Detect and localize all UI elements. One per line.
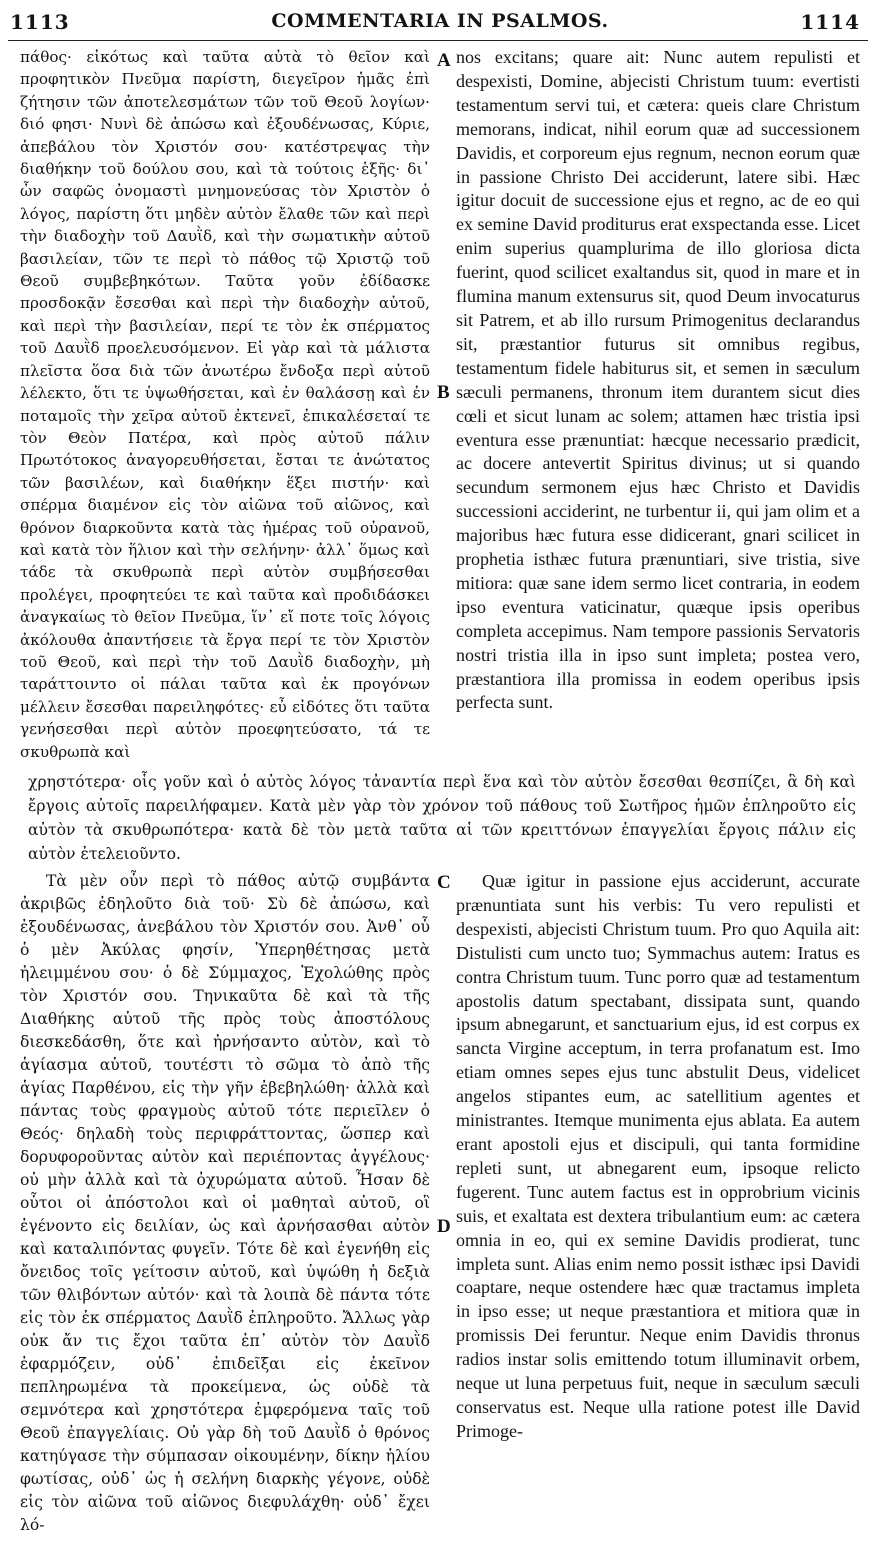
greek-column-bottom <box>20 870 430 1552</box>
latin-text-top: nos excitans; quare ait: Nunc autem repulisti et despexisti, Domine, abjecisti Christum tuum: evertisti testamentum servi tui, et cætera: queis clare Christum memorans, indicat, nihil eorum quæ ad successionem Davidis, et corporeum ejus regnum, necnon eorum quæ in passione Christo Dei acciderunt, latere sibi. Hæc igitur docuit de successione ejus et regno, ac de eo qui ex semine David proditurus erat exspectanda esse. Licet enim superius quamplurima de illo gloriosa dicta fuerint, quod scilicet exaltandus sit, quod in mare et in flumina manum extensurus sit, quod Deum invocaturus sit Patrem, et ab illo rursum Primogenitus declarandus sit, præstantior futurus sit omnibus regibus, testamentum fidele habiturus sit, et semen in sæculum sæculi permanens, thronum item durantem sicut dies cœli et sicut lunam ac solem; attamen hæc tristia ipsi eventura esse prænuntiat: hæcque necessario prædicit, ac docere antevertit Spiritus divinus; ut si quando secundum sermonem ejus hæc Christo et Davidis successioni acciderint, ne turbentur ii, qui jam olim et a majoribus hæc futura esse didicerant, gnari scilicet in prophetia isthæc futura prænuntiari, sive tristia, sive mitiora: quæ sane idem sermo licet contraria, in eodem ipso eventura vaticinatur, quæque ipsis operibus completa accepimus. Nam tempore passionis Servatoris nostri tristia illa in ipso sunt impleta; postea vero, præstantiora illa promissa in eodem operibus ipsis perfecta sunt. <box>456 47 860 713</box>
margin-marker-c: C <box>437 872 451 893</box>
latin-text-bottom: Quæ igitur in passione ejus acciderunt, accurate prænuntiata sunt his verbis: Tu vero repulisti et despexisti, abjecisti Christum tuum. Pro quo Aquila ait: Distulisti cum uncto tuo; Symmachus autem: Iratus es contra Christum tuum. Tunc porro quæ ad testamentum apostolis datum spectabant, dissipata sunt, quando ipsum abnegarunt, et sanctuarium ejus, id est corpus ex sancta Virgine acceptum, in terra profanatum est. Imo etiam omnes sepes ejus tunc abstulit Deus, videlicet angelos stipantes eum, ac satellitium agentes et ministrantes. Itemque munimenta ejus ablata. Ea autem erant apostoli ejus et discipuli, qui tanta formidine repleti sunt, ut abnegarent eum, ipsoque relicto fugerent. Tunc autem factus est in opprobrium vicinis suis, et exaltata est dextera tribulantium eum: ac cætera omnia in eo, qui ex semine Davidis prodierat, tunc impleta sunt. Alias enim nemo possit isthæc ipsi Davidi coaptare, neque ostendere hæc quæ tractamus impleta in ipso esse; ut neque præstantiora et mitiora quæ in promissis Dei feruntur. Neque enim Davidis thronus radios instar solis emittendo totum illuminavit orbem, neque ut luna perpetuus fuit, neque in sæculum sæculi conservatus est. Neque ulla ratione potest ille David Primoge- <box>456 871 860 1441</box>
latin-column-top <box>456 46 860 766</box>
right-page-number: 1114 <box>800 10 860 34</box>
margin-marker-a: A <box>437 50 451 71</box>
running-title: COMMENTARIA IN PSALMOS. <box>271 10 609 32</box>
full-width-greek-paragraph <box>28 770 856 866</box>
greek-text-bottom: Τὰ μὲν οὖν περὶ τὸ πάθος αὐτῷ συμβάντα ἀκριβῶς ἐδηλοῦτο διὰ τοῦ· Σὺ δὲ ἀπώσω, καὶ ἐξουδένωσας, ἀνεβάλου τὸν Χριστόν σου. Ἀνθ᾽ οὗ ὁ μὲν Ἀκύλας φησίν, Ὑπερηθέτησας μετὰ ἠλειμμένου σου· ὁ δὲ Σύμμαχος, Ἐχολώθης πρὸς τὸν Χριστόν σου. Τηνικαῦτα δὲ καὶ τὰ τῆς Διαθήκης αὐτοῦ τῆς πρὸς τοὺς ἀποστόλους διεσκεδάσθη, ὅτε καὶ ἠρνήσαντο αὐτὸν, καὶ τὸ ἁγίασμα αὐτοῦ, τουτέστι τὸ σῶμα τὸ ἀπὸ τῆς ἁγίας Παρθένου, εἰς τὴν γῆν ἐβεβηλώθη· ἀλλὰ καὶ πάντας τοὺς φραγμοὺς αὐτοῦ τότε περιεῖλεν ὁ Θεός· δηλαδὴ τοὺς περιφράττοντας, ὥσπερ καὶ δορυφοροῦντας αὐτὸν καὶ περιέποντας ἀγγέλους· οὐ μὴν ἀλλὰ καὶ τὰ ὀχυρώματα αὐτοῦ. Ἦσαν δὲ οὗτοι οἱ ἀπόστολοι καὶ οἱ μαθηταὶ αὐτοῦ, οἳ ἐγένοντο εἰς δειλίαν, ὡς καὶ ἀρνήσασθαι αὐτὸν καὶ καταλιπόντας φυγεῖν. Τότε δὲ καὶ ἐγενήθη εἰς ὄνειδος τοῖς γείτοσιν αὐτοῦ, καὶ ὑψώθη ἡ δεξιὰ τῶν θλιβόντων αὐτόν· καὶ τὰ λοιπὰ δὲ πάντα τότε εἰς τὸν ἐκ σπέρματος Δαυῒδ ἐπληροῦτο. Ἄλλως γὰρ οὐκ ἄν τις ἔχοι ταῦτα ἐπ᾽ αὐτὸν τὸν Δαυῒδ ἐφαρμόζειν, οὐδ᾽ ἐπιδεῖξαι εἰς ἐκεῖνον πεπληρωμένα τὰ προκείμενα, ὡς οὐδὲ τὰ σεμνότερα καὶ χρηστότερα ἐμφερόμενα ταῖς τοῦ Θεοῦ ἐπαγγελίαις. Οὐ γὰρ δὴ τοῦ Δαυῒδ ὁ θρόνος κατηύγασε τὴν σύμπασαν οἰκουμένην, δίκην ἡλίου φωτίσας, οὐδ᾽ ὡς ἡ σελήνη διαρκὴς γέγονε, οὐδὲ εἰς τὸν αἰῶνα τοῦ αἰῶνος διεφυλάχθη· οὐδ᾽ ἔχει λό- <box>20 872 430 1534</box>
full-width-greek-text: χρηστότερα· οἷς γοῦν καὶ ὁ αὐτὸς λόγος τἀναντία περὶ ἕνα καὶ τὸν αὐτὸν ἔσεσθαι θεσπίζει, ἃ δὴ καὶ ἔργοις αὐτοῖς παρειλήφαμεν. Κατὰ μὲν γὰρ τὸν χρόνον τοῦ πάθους τοῦ Σωτῆρος ἡμῶν ἐπληροῦτο εἰς αὐτὸν τὰ σκυθρωπότερα· κατὰ δὲ τὸν μετὰ ταῦτα αἱ τῶν κρειττόνων ἐπαγγελίαι ἔργοις πάλιν εἰς αὐτὸν ἐτελειοῦντο. <box>28 773 856 863</box>
latin-column-bottom <box>456 870 860 1552</box>
greek-text-top: πάθος· εἰκότως καὶ ταῦτα αὐτὰ τὸ θεῖον καὶ προφητικὸν Πνεῦμα παρίστη, διεγεῖρον ἡμᾶς ἐπὶ ζήτησιν τῶν ἀποτελεσμάτων τῶν τοῦ Θεοῦ λογίων· διό φησι· Νυνὶ δὲ ἀπώσω καὶ ἐξουδένωσας, Κύριε, ἀπεβάλου τὸν Χριστόν σου· κατέστρεψας τὴν διαθήκην τοῦ δούλου σου, καὶ τὰ τούτοις ἑξῆς· δι᾽ ὧν σαφῶς ὀνομαστὶ μνημονεύσας τὸν Χριστὸν ὁ λόγος, παρίστη ὅτι μηδὲν αὐτὸν ἔλαθε τῶν καὶ περὶ τὴν διαδοχὴν τοῦ Δαυῒδ, καὶ τὴν σωματικὴν αὐτοῦ βασιλείαν, τῶν τε περὶ τὸ πάθος τῷ Χριστῷ τοῦ Θεοῦ συμβεβηκότων. Ταῦτα γοῦν ἐδίδασκε προσδοκᾷν ἔσεσθαι καὶ περὶ τὴν διαδοχὴν αὐτοῦ, καὶ περὶ τὴν βασιλείαν, περί τε τὸν ἐκ σπέρματος τοῦ Δαυῒδ προελευσόμενον. Εἰ γὰρ καὶ τὰ μάλιστα πλεῖστα ὅσα διὰ τῶν ἀνωτέρω ἔνδοξα περὶ αὐτοῦ λέλεκτο, ὅτι τε ὑψωθήσεται, καὶ ἐν θαλάσσῃ καὶ ἐν ποταμοῖς τὴν χεῖρα αὐτοῦ ἐκτενεῖ, ἐπικαλέσεταί τε τὸν Θεὸν Πατέρα, καὶ πρὸς αὐτοῦ πάλιν Πρωτότοκος ἀναγορευθήσεται, ἔσται τε ἀνώτατος τῶν βασιλέων, καὶ διαθήκην ἕξει πιστήν· καὶ σπέρμα διαμένον εἰς τὸν αἰῶνα τοῦ αἰῶνος, καὶ θρόνον διαρκοῦντα κατὰ τὰς ἡμέρας τοῦ οὐρανοῦ, καὶ κατὰ τὸν ἥλιον καὶ τὴν σελήνην· ἀλλ᾽ ὅμως καὶ τάδε τὰ σκυθρωπὰ περὶ αὐτὸν συμβήσεσθαι προλέγει, προφητεύει τε καὶ ταῦτα καὶ προδιδάσκει ἀναγκαίως τὸ θεῖον Πνεῦμα, ἵν᾽ εἴ ποτε τοῖς λόγοις ἀκόλουθα ἀπαντήσειε τὰ ἔργα περί τε τὸν Χριστὸν τοῦ Θεοῦ, καὶ περὶ τὴν τοῦ Δαυῒδ διαδοχὴν, μὴ ταράττοιντο οἱ πάλαι ταῦτα καὶ ἐκ προγόνων μέλλειν ἔσεσθαι παρειληφότες· εὖ εἰδότες ὅτι ταῦτα γενήσεσθαι περὶ αὐτὸν προεφητεύσατο, τά τε σκυθρωπὰ καὶ <box>20 48 430 761</box>
page-header <box>0 0 880 40</box>
left-page-number: 1113 <box>10 10 70 34</box>
header-rule <box>8 40 868 41</box>
margin-marker-b: B <box>437 382 450 403</box>
greek-column-top <box>20 46 430 766</box>
margin-marker-d: D <box>437 1216 451 1237</box>
